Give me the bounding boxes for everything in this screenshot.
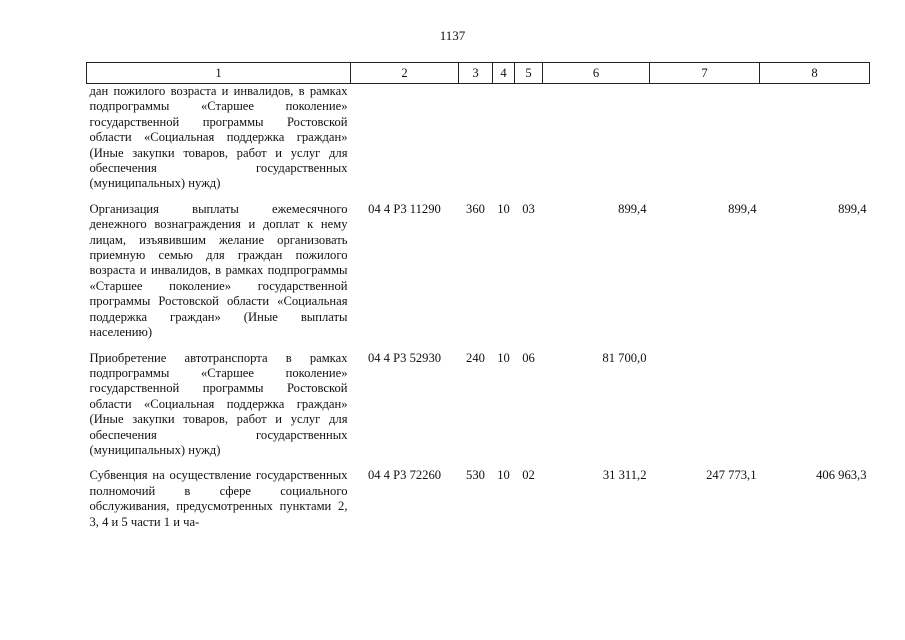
target-article-code: 04 4 Р3 52930: [367, 350, 442, 365]
budget-table: [86, 62, 870, 530]
subsection-code: 02: [522, 468, 535, 483]
expense-type-code: [459, 84, 493, 202]
target-article-code: 04 4 Р3 11290: [368, 201, 441, 216]
subsection-code: 06: [522, 350, 535, 365]
amount-column-6: [543, 84, 650, 202]
column-header-5: 5: [515, 63, 543, 84]
amount-column-7: [650, 84, 760, 202]
column-header-2: 2: [351, 63, 459, 84]
expense-type-code: 530: [466, 468, 485, 483]
target-article-code: [351, 84, 459, 202]
table-row: [87, 84, 870, 202]
column-header-6: 6: [543, 63, 650, 84]
amount-column-7: 899,4: [728, 201, 757, 216]
table-row: [87, 202, 870, 351]
column-header-4: 4: [493, 63, 515, 84]
amount-column-8: [760, 351, 870, 469]
amount-column-8: 899,4: [838, 201, 867, 216]
page-number: 1137: [439, 28, 466, 43]
section-code: [493, 84, 515, 202]
amount-column-6: 899,4: [618, 201, 647, 216]
column-header-8: 8: [760, 63, 870, 84]
expense-type-code: 240: [466, 350, 485, 365]
table-row: [87, 351, 870, 469]
row-description: дан пожилого возраста и инвалидов, в рамках подпрограммы «Старшее поколение» государственной программы Ростовской области «Социальная поддержка граждан» (Иные закупки товаров, работ и услуг для обеспечения государственных (муниципальных) нужд): [89, 84, 348, 191]
column-number-row: [87, 63, 870, 84]
section-code: 10: [497, 468, 510, 483]
table-row: [87, 468, 870, 530]
subsection-code: [515, 84, 543, 202]
section-code: 10: [497, 201, 510, 216]
amount-column-8: [760, 84, 870, 202]
column-header-7: 7: [650, 63, 760, 84]
column-header-1: 1: [87, 63, 351, 84]
row-description: Приобретение автотранспорта в рамках подпрограммы «Старшее поколение» государственной программы Ростовской области «Социальная поддержка граждан» (Иные закупки товаров, работ и услуг для обеспечения государственных (муниципальных) нужд): [89, 350, 348, 457]
amount-column-8: 406 963,3: [816, 468, 867, 483]
column-header-3: 3: [459, 63, 493, 84]
row-description: Субвенция на осуществление государственных полномочий в сфере социального обслуживания, предусмотренных пунктами 2, 3, 4 и 5 части 1 и ча-: [89, 468, 348, 529]
amount-column-6: 81 700,0: [602, 350, 647, 365]
section-code: 10: [497, 350, 510, 365]
amount-column-6: 31 311,2: [602, 468, 647, 483]
row-description: Организация выплаты ежемесячного денежного вознаграждения и доплат к нему лицам, изъявившим желание организовать приемную семью для граждан пожилого возраста и инвалидов, в рамках подпрограммы «Старшее поколение» государственной программы Ростовской области «Социальная поддержка граждан» (Иные выплаты населению): [89, 201, 348, 340]
expense-type-code: 360: [466, 201, 485, 216]
target-article-code: 04 4 Р3 72260: [367, 468, 442, 483]
subsection-code: 03: [522, 201, 535, 216]
amount-column-7: 247 773,1: [706, 468, 757, 483]
amount-column-7: [650, 351, 760, 469]
